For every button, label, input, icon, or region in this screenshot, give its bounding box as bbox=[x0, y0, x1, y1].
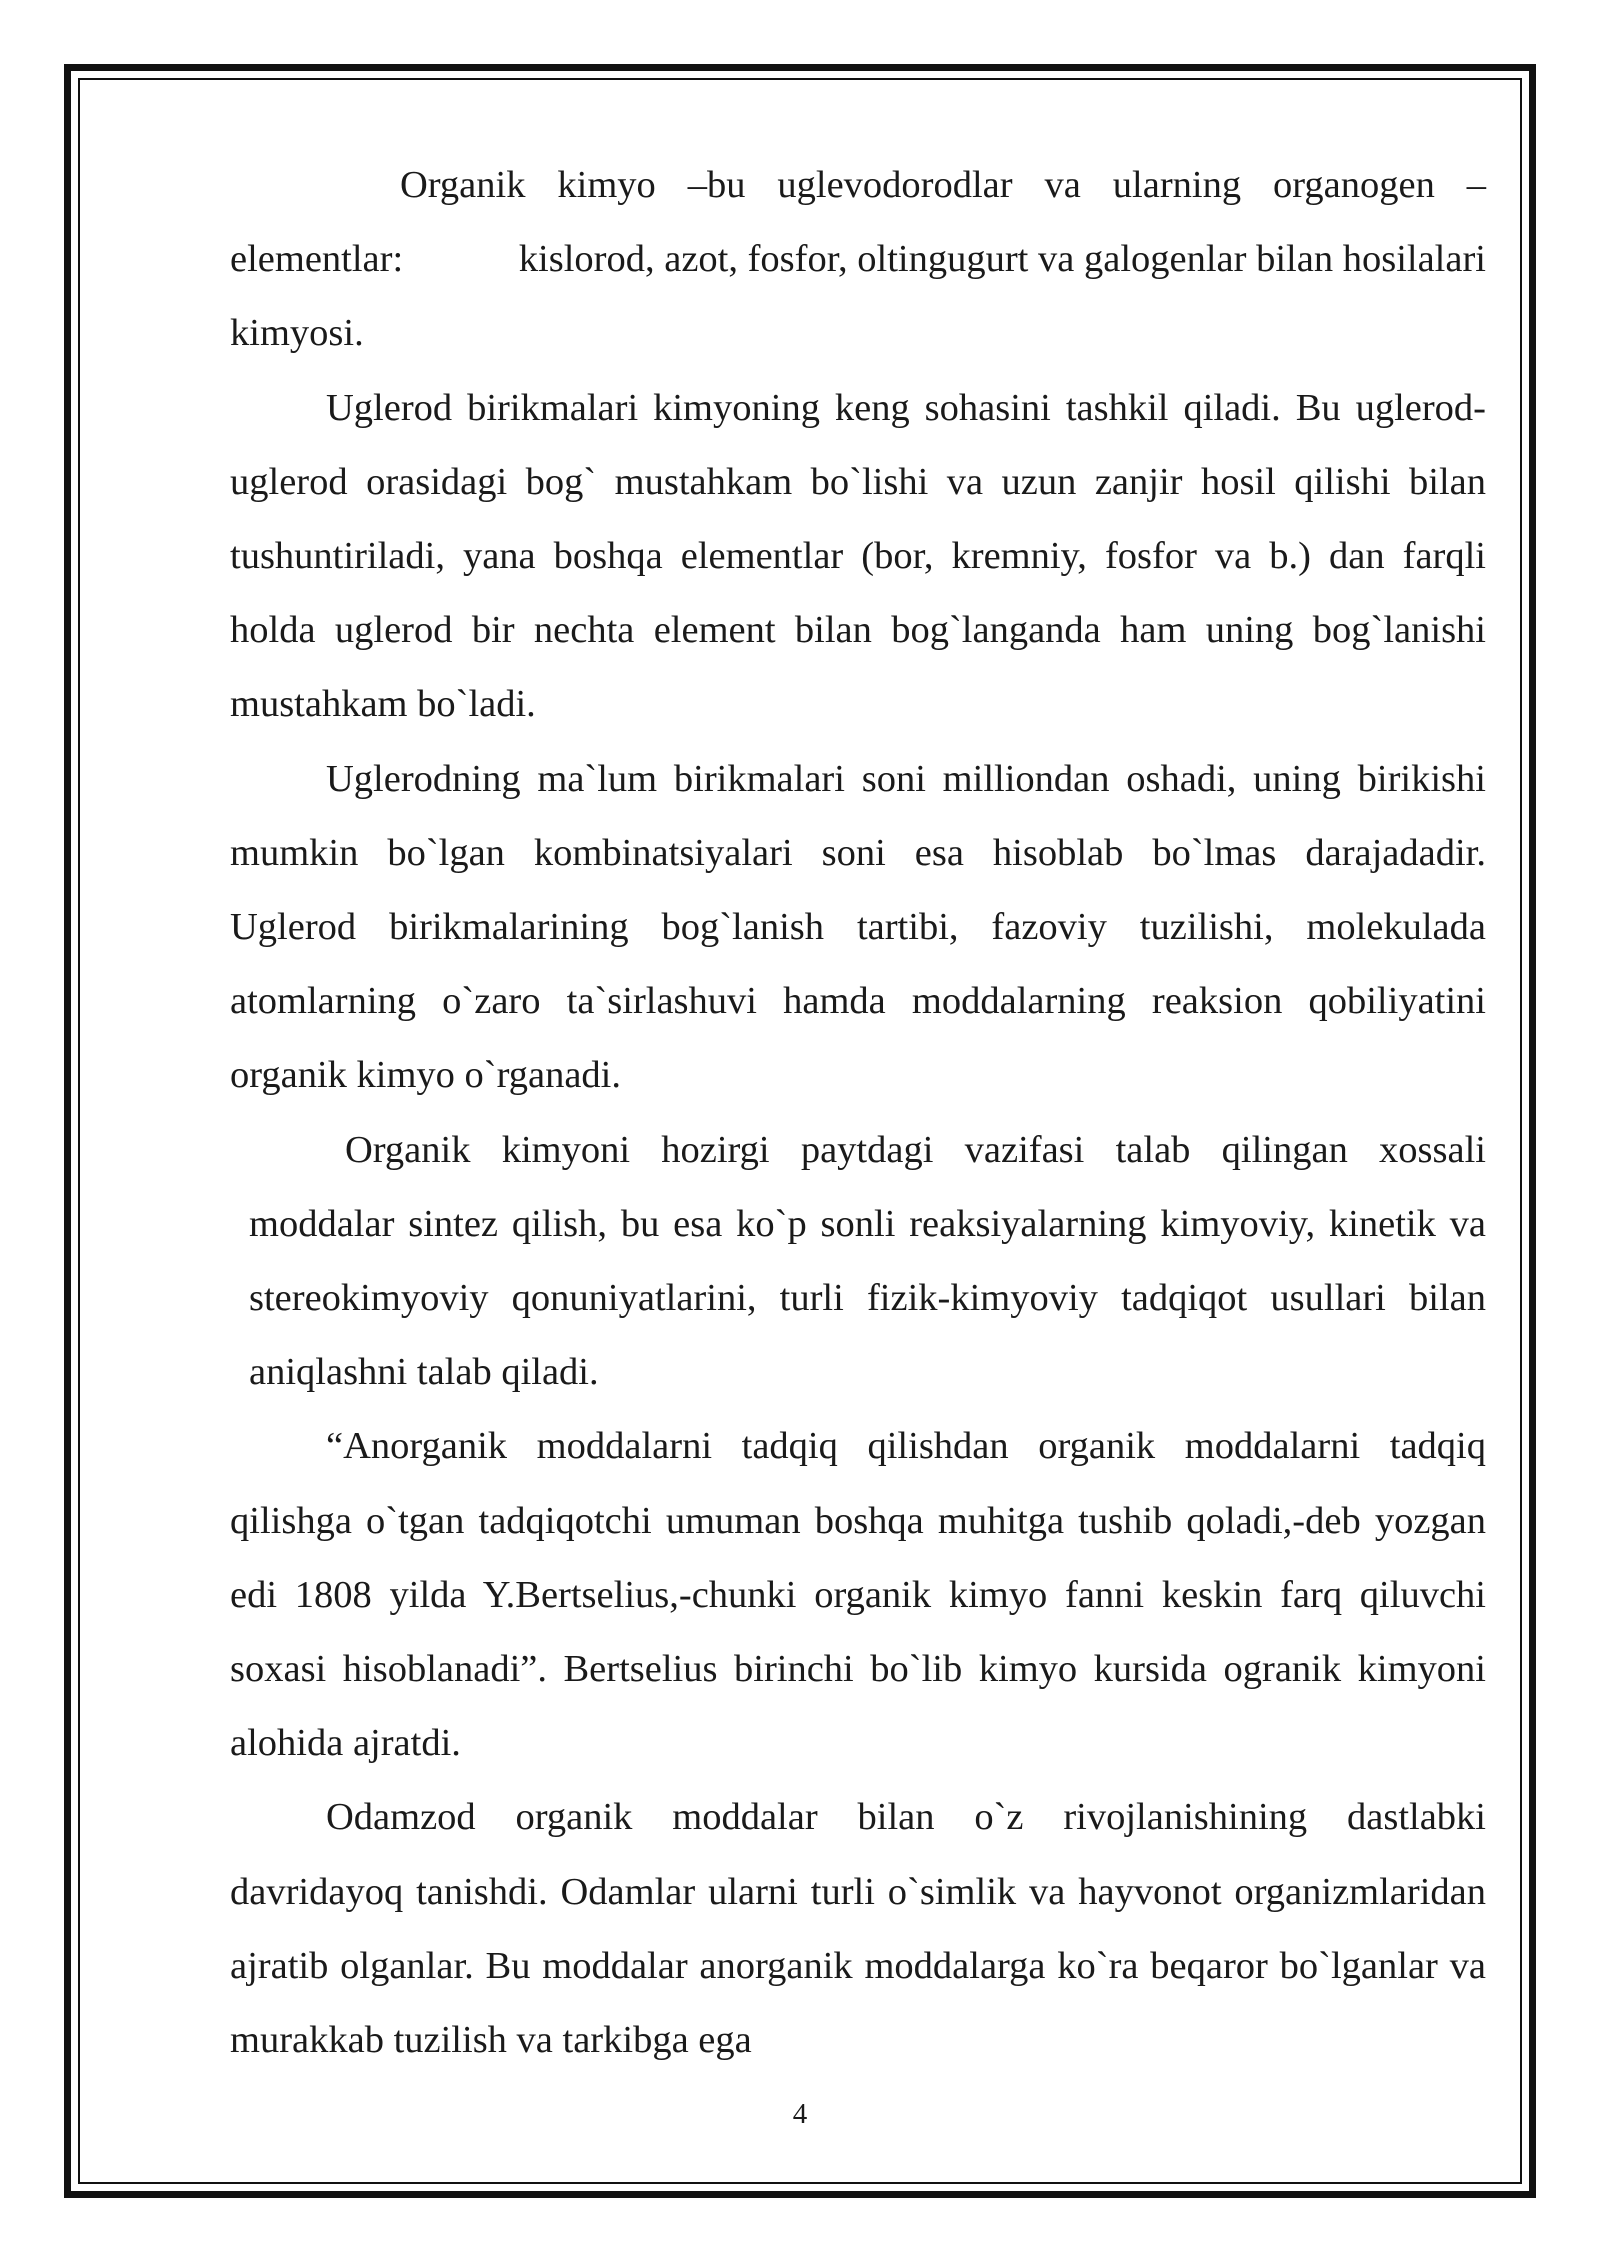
page-number: 4 bbox=[792, 2098, 808, 2130]
paragraph-bertselius-quote: “Anorganik moddalarni tadqiq qilishdan organik moddalarni tadqiq qilishga o`tgan tadqiqotchi umuman boshqa muhitga tushib qoladi,-deb yozgan edi 1808 yilda Y.Bertselius,-chunki organik kimyo fanni keskin farq qiluvchi soxasi hisoblanadi”. Bertselius birinchi bo`lib kimyo kursida ogranik kimyoni alohida ajratdi. bbox=[230, 1425, 1486, 1765]
paragraph-history: Odamzod organik moddalar bilan o`z rivojlanishining dastlabki davridayoq tanishdi. Odamlar ularni turli o`simlik va hayvonot organizmlaridan ajratib olganlar. Bu moddalar anorganik moddalarga ko`ra beqaror bo`lganlar va murakkab tuzilish va tarkibga ega bbox=[230, 1796, 1486, 2062]
paragraph-carbon-compounds: Uglerod birikmalari kimyoning keng sohasini tashkil qiladi. Bu uglerod-uglerod orasidagi bog` mustahkam bo`lishi va uzun zanjir hosil qilishi bilan tushuntiriladi, yana boshqa elementlar (bor, kremniy, fosfor va b.) dan farqli holda uglerod bir nechta element bilan bog`langanda ham uning bog`lanishi mustahkam bo`ladi. bbox=[230, 386, 1486, 726]
document-body bbox=[230, 148, 1486, 2077]
paragraph-definition: Organik kimyo –bu uglevodorodlar va ularning organogen – elementlar: kislorod, azot, fosfor, oltingugurt va galogenlar bilan hosilalari kimyosi. bbox=[230, 164, 1486, 355]
paragraph-modern-tasks: Organik kimyoni hozirgi paytdagi vazifasi talab qilingan xossali moddalar sintez qilish, bu esa ko`p sonli reaksiyalarning kimyoviy, kinetik va stereokimyoviy qonuniyatlarini, turli fizik-kimyoviy tadqiqot usullari bilan aniqlashni talab qiladi. bbox=[249, 1128, 1486, 1394]
paragraph-carbon-count: Uglerodning ma`lum birikmalari soni milliondan oshadi, uning birikishi mumkin bo`lgan kombinatsiyalari soni esa hisoblab bo`lmas darajadadir. Uglerod birikmalarining bog`lanish tartibi, fazoviy tuzilishi, molekulada atomlarning o`zaro ta`sirlashuvi hamda moddalarning reaksion qobiliyatini organik kimyo o`rganadi. bbox=[230, 757, 1486, 1097]
